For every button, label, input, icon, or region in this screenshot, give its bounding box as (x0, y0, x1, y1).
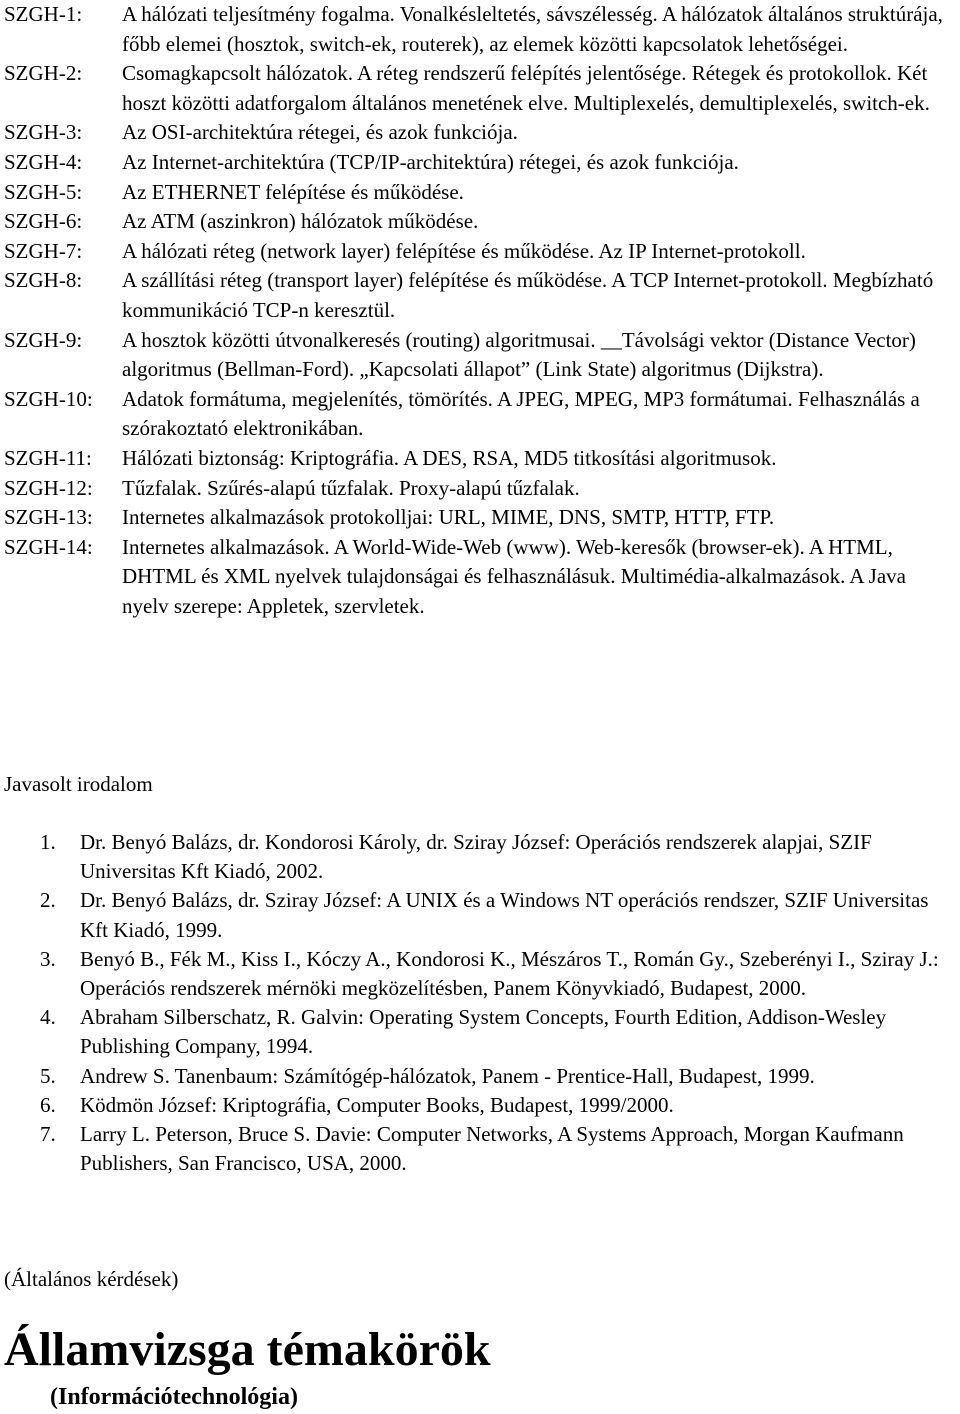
topic-code: SZGH-8: (4, 268, 83, 293)
topic-item (4, 207, 954, 237)
literature-heading: Javasolt irodalom (4, 772, 153, 796)
topic-code: SZGH-14: (4, 534, 93, 559)
topic-item (4, 266, 954, 325)
page-title: Államvizsga témakörök (4, 1323, 491, 1376)
literature-item-number: 2. (40, 888, 56, 913)
literature-item-text: Larry L. Peterson, Bruce S. Davie: Computer Networks, A Systems Approach, Morgan Kaufmann Publishers, San Francisco, USA, 2000. (80, 1122, 904, 1176)
topic-code: SZGH-5: (4, 179, 83, 204)
topic-text: Az Internet-architektúra (TCP/IP-architektúra) rétegei, és azok funkciója. (122, 149, 739, 174)
literature-item (40, 1120, 940, 1178)
general-questions-label: (Általános kérdések) (4, 1267, 179, 1291)
topic-item (4, 178, 954, 208)
literature-item-text: Dr. Benyó Balázs, dr. Kondorosi Károly, dr. Sziray József: Operációs rendszerek alapjai, SZIF Universitas Kft Kiadó, 2002. (80, 830, 872, 884)
literature-item (40, 886, 940, 944)
topic-item (4, 385, 954, 444)
topic-item (4, 0, 954, 59)
topic-code: SZGH-10: (4, 386, 93, 411)
topic-code: SZGH-12: (4, 475, 93, 500)
topic-item (4, 59, 954, 118)
topic-text: Az ATM (aszinkron) hálózatok működése. (122, 209, 479, 234)
topic-code: SZGH-9: (4, 327, 83, 352)
topic-item (4, 237, 954, 267)
page-subtitle: (Információtechnológia) (50, 1384, 298, 1410)
literature-item-text: Ködmön József: Kriptográfia, Computer Books, Budapest, 1999/2000. (80, 1092, 674, 1117)
topic-code: SZGH-11: (4, 445, 92, 470)
topic-text: Az OSI-architektúra rétegei, és azok funkciója. (122, 120, 518, 145)
literature-item (40, 1062, 940, 1091)
literature-item-number: 3. (40, 946, 56, 971)
literature-item-number: 1. (40, 830, 56, 854)
topic-code: SZGH-4: (4, 149, 83, 174)
topic-code: SZGH-1: (4, 2, 83, 26)
topic-item (4, 503, 954, 533)
literature-item-number: 6. (40, 1092, 56, 1117)
topic-text: Hálózati biztonság: Kriptográfia. A DES, RSA, MD5 titkosítási algoritmusok. (122, 445, 777, 470)
topic-text: A hosztok közötti útvonalkeresés (routing) algoritmusai. __Távolsági vektor (Distance Vector) algoritmus (Bellman-Ford). „Kapcsolati állapot” (Link State) algoritmus (Dijkstra). (122, 327, 916, 382)
topic-item (4, 533, 954, 622)
topic-text: Csomagkapcsolt hálózatok. A réteg rendszerű felépítés jelentősége. Rétegek és protokollok. Két hoszt közötti adatforgalom általános menetének elve. Multiplexelés, demultiplexelés, switch-ek. (122, 61, 930, 115)
topic-item (4, 444, 954, 474)
topic-code: SZGH-2: (4, 61, 83, 86)
topic-code: SZGH-13: (4, 505, 93, 530)
topic-text: Adatok formátuma, megjelenítés, tömörítés. A JPEG, MPEG, MP3 formátumai. Felhasználás a szórakoztató elektronikában. (122, 386, 920, 441)
literature-item (40, 828, 940, 886)
literature-item (40, 1091, 940, 1120)
topic-code: SZGH-3: (4, 120, 83, 145)
topic-text: A hálózati teljesítmény fogalma. Vonalkésleltetés, sávszélesség. A hálózatok általános struktúrája, főbb elemei (hosztok, switch-ek, routerek), az elemek közötti kapcsolatok lehetőségei. (122, 2, 943, 56)
topic-text: Az ETHERNET felépítése és működése. (122, 179, 464, 204)
literature-item-number: 7. (40, 1122, 56, 1147)
literature-item-text: Andrew S. Tanenbaum: Számítógép-hálózatok, Panem - Prentice-Hall, Budapest, 1999. (80, 1063, 815, 1088)
topic-item (4, 474, 954, 504)
topic-code: SZGH-7: (4, 238, 83, 263)
topic-list (4, 0, 954, 621)
topic-item (4, 148, 954, 178)
literature-list (40, 828, 940, 1178)
literature-item-number: 5. (40, 1063, 56, 1088)
topic-text: Internetes alkalmazások. A World-Wide-Web (www). Web-keresők (browser-ek). A HTML, DHTML és XML nyelvek tulajdonságai és felhasználásuk. Multimédia-alkalmazások. A Java nyelv szerepe: Appletek, szervletek. (122, 534, 906, 618)
topic-item (4, 118, 954, 148)
topic-item (4, 326, 954, 385)
topic-text: A hálózati réteg (network layer) felépítése és működése. Az IP Internet-protokoll. (122, 238, 806, 263)
literature-item (40, 1003, 940, 1061)
topic-text: Tűzfalak. Szűrés-alapú tűzfalak. Proxy-alapú tűzfalak. (122, 475, 580, 500)
literature-item-text: Benyó B., Fék M., Kiss I., Kóczy A., Kondorosi K., Mészáros T., Román Gy., Szeberényi I., Sziray J.: Operációs rendszerek mérnöki megközelítésben, Panem Könyvkiadó, Budapest, 2000. (80, 946, 939, 1001)
topic-text: A szállítási réteg (transport layer) felépítése és működése. A TCP Internet-protokoll. Megbízható kommunikáció TCP-n keresztül. (122, 268, 934, 322)
topic-text: Internetes alkalmazások protokolljai: URL, MIME, DNS, SMTP, HTTP, FTP. (122, 505, 775, 530)
literature-item-text: Abraham Silberschatz, R. Galvin: Operating System Concepts, Fourth Edition, Addison-Wesley Publishing Company, 1994. (80, 1005, 887, 1059)
topic-code: SZGH-6: (4, 209, 83, 234)
literature-item-text: Dr. Benyó Balázs, dr. Sziray József: A UNIX és a Windows NT operációs rendszer, SZIF Universitas Kft Kiadó, 1999. (80, 888, 929, 942)
literature-item-number: 4. (40, 1005, 56, 1030)
literature-item (40, 945, 940, 1003)
